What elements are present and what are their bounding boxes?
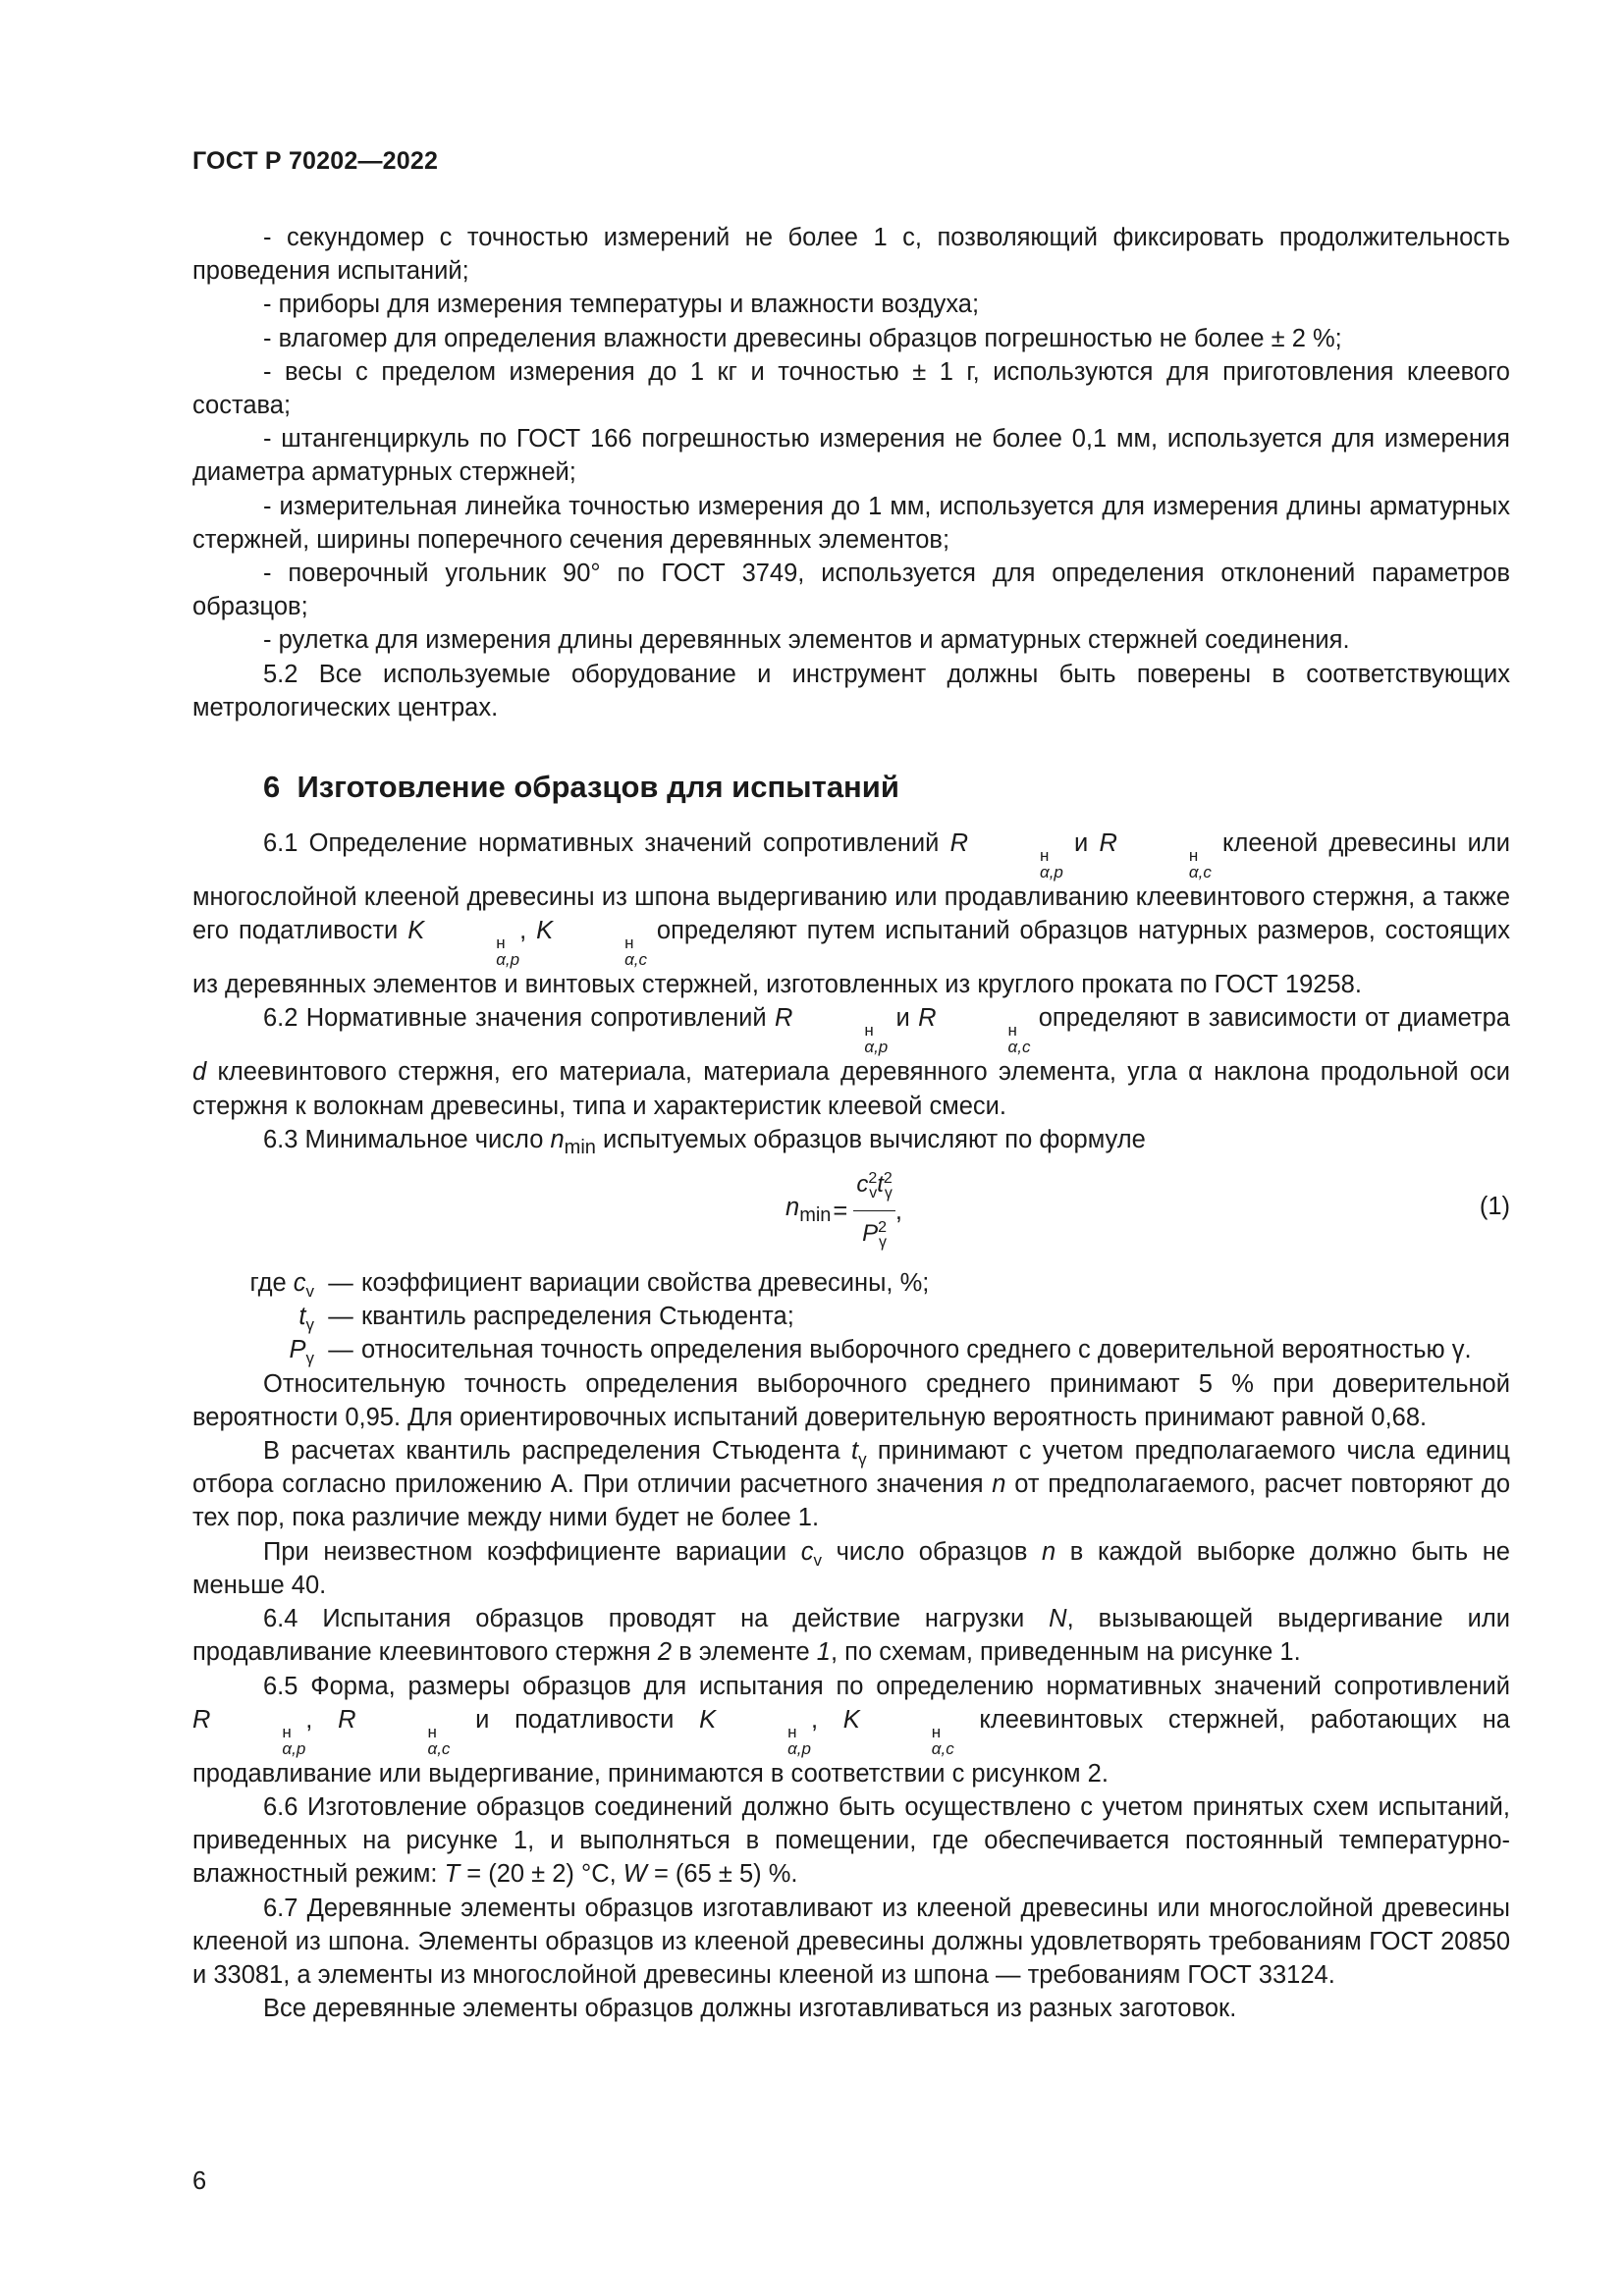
list-item: - весы с пределом измерения до 1 кг и точностью ± 1 г, используются для приготовления клеевого состава; (192, 357, 1510, 420)
document-body (192, 221, 1510, 2025)
list-item: - поверочный угольник 90° по ГОСТ 3749, используется для определения отклонений параметров образцов; (192, 560, 1510, 621)
paragraph-6-6: 6.6 Изготовление образцов соединений должно быть осуществлено с учетом принятых схем испытаний, приведенных на рисунке 1, и выполняться в помещении, где обеспечивается постоянный температурно-влажностный режим: T = (20 ± 2) °С, W = (65 ± 5) %. (192, 1792, 1510, 1889)
paragraph-6-3: 6.3 Минимальное число $n_{min}$ испытуемых образцов вычисляют по формуле (263, 1125, 1146, 1158)
list-item: - секундомер с точностью измерений не более 1 с, позволяющий фиксировать продолжительность проведения испытаний; (192, 224, 1510, 286)
paragraph-quantile: В расчетах квантиль распределения Стьюдента $t_\gamma$ принимают с учетом предполагаемого числа единиц отбора согласно приложению А. При отличии расчетного значения n от предполагаемого, расчет повторяют до тех пор, пока различие между ними будет не более 1. (192, 1437, 1510, 1532)
section-number: 6 (263, 770, 281, 805)
symbol-r-ap: R н α,p (774, 1004, 889, 1057)
formula-1: $n_{min}$ = $\frac{c^2_vt^2_\gamma}{P^2_\gamma}$ , (1) (192, 1160, 1510, 1258)
symbol-r-ap: R н α,p (949, 829, 1063, 882)
list-item: - влагомер для определения влажности древесины образцов погрешностью не более ± 2 %; (263, 324, 1342, 352)
paragraph-6-2: 6.2 Нормативные значения сопротивлений R н α,p и R н α,c определяют в зависимости от диаметра d клеевинтового стержня, его материала, материала деревянного элемента, угла α наклона продольной оси стержня к волокнам древесины, типа и характеристик клеевой смеси. (192, 1004, 1510, 1120)
paragraph-relative-accuracy: Относительную точность определения выборочного среднего принимают 5 % при доверительной вероятности 0,95. Для ориентировочных испытаний доверительную вероятность принимают равной 0,68. (192, 1369, 1510, 1431)
where-item: квантиль распределения Стьюдента; (361, 1303, 794, 1331)
symbol-k-ac: K н α,c (536, 917, 647, 970)
paragraph-5-2: 5.2 Все используемые оборудование и инструмент должны быть поверены в соответствующих метрологических центрах. (192, 660, 1510, 721)
list-item: - штангенциркуль по ГОСТ 166 погрешностью измерения не более 0,1 мм, используется для измерения диаметра арматурных стержней; (192, 425, 1510, 487)
paragraph-6-7: 6.7 Деревянные элементы образцов изготавливают из клееной древесины или многослойной древесины клееной из шпона. Элементы образцов из клееной древесины должны удовлетворять требованиям ГОСТ 20850 и 33081, а элементы из многослойной древесины клееной из шпона — требованиям ГОСТ 33124. (192, 1894, 1510, 1989)
paragraph-unknown-variation: При неизвестном коэффициенте вариации $c_v$ число образцов n в каждой выборке должно быть не меньше 40. (192, 1537, 1510, 1599)
paragraph-6-1: 6.1 Определение нормативных значений сопротивлений R н α,p и R н α,c клееной древесины или многослойной клееной древесины из шпона выдергиванию или продавливанию клеевинтового стержня, а также его податливости K н α,p , K н α,c определяют путем испытаний образцов натурных размеров, состоящих из деревянных элементов и винтовых стержней, изготовленных из круглого проката по ГОСТ 19258. (192, 829, 1511, 999)
symbol-r-ac: R н α,c (918, 1004, 1031, 1057)
list-item: - рулетка для измерения длины деревянных элементов и арматурных стержней соединения. (263, 626, 1350, 655)
formula-fraction: $\frac{c^2_vt^2_\gamma}{P^2_\gamma}$ (853, 1164, 894, 1259)
section-title: Изготовление образцов для испытаний (297, 770, 899, 805)
list-item: - приборы для измерения температуры и влажности воздуха; (263, 291, 980, 319)
paragraph-last: Все деревянные элементы образцов должны изготавливаться из разных заготовок. (263, 1995, 1237, 2023)
where-item: относительная точность определения выборочного среднего с доверительной вероятностью γ. (361, 1336, 1472, 1364)
where-list: где $c_v$ — коэффициент вариации свойства древесины, %; $t_\gamma$ — квантиль распределения Стьюдента; $P_\gamma$ — относительная точность определения выборочного среднего с доверительной вероятностью γ. (192, 1266, 1510, 1367)
where-item: коэффициент вариации свойства древесины, %; (361, 1269, 930, 1298)
list-item: - измерительная линейка точностью измерения до 1 мм, используется для измерения длины арматурных стержней, ширины поперечного сечения деревянных элементов; (192, 492, 1510, 554)
symbol-k-ap: K н α,p (407, 917, 520, 970)
symbol-r-ac: R н α,c (1099, 829, 1212, 882)
document-header: ГОСТ Р 70202—2022 (192, 147, 439, 175)
section-heading (192, 768, 1510, 807)
equation-number: (1) (1479, 1193, 1510, 1221)
page-number: 6 (192, 2167, 207, 2195)
paragraph-6-4: 6.4 Испытания образцов проводят на действие нагрузки N, вызывающей выдергивание или продавливание клеевинтового стержня 2 в элементе 1, по схемам, приведенным на рисунке 1. (192, 1605, 1511, 1667)
paragraph-6-5: 6.5 Форма, размеры образцов для испытания по определению нормативных значений сопротивлений R н α,p , R н α,c и податливости K н α,p , K н α,c клеевинтовых стержней, работающих на продавливание или выдергивание, принимаются в соответствии с рисунком 2. (192, 1672, 1510, 1788)
symbol-n-min: $n_{min}$ (550, 1125, 596, 1158)
